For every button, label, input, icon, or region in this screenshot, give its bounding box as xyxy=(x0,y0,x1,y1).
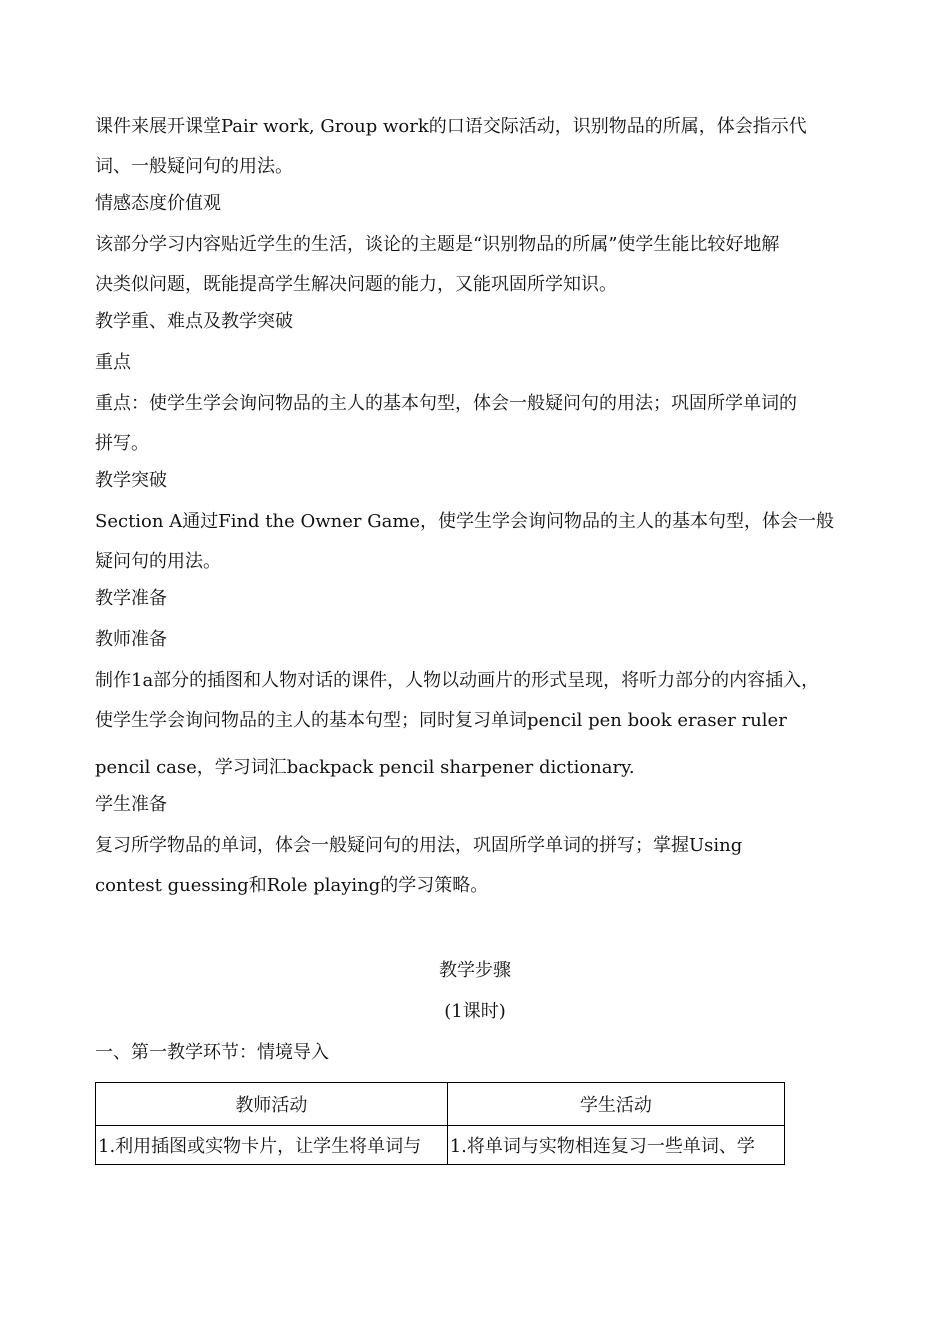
paragraph-line: 复习所学物品的单词，体会一般疑问句的用法，巩固所学单词的拼写；掌握Using xyxy=(95,835,743,856)
steps-subtitle: (1课时) xyxy=(444,1001,506,1022)
paragraph-line: 决类似问题，既能提高学生解决问题的能力，又能巩固所学知识。 xyxy=(95,274,617,295)
paragraph-line: 制作1a部分的插图和人物对话的课件，人物以动画片的形式呈现，将听力部分的内容插入， xyxy=(95,670,820,691)
section-heading: 重点 xyxy=(95,352,131,373)
paragraph-line: contest guessing和Role playing的学习策略。 xyxy=(95,875,489,896)
table-header-student: 学生活动 xyxy=(447,1083,784,1126)
paragraph-line: 疑问句的用法。 xyxy=(95,551,221,572)
section-one-heading: 一、第一教学环节：情境导入 xyxy=(95,1042,329,1063)
table-cell-student: 1.将单词与实物相连复习一些单词、学 xyxy=(447,1126,784,1165)
table-header-row xyxy=(96,1083,785,1126)
spacer xyxy=(95,908,865,956)
table-cell-teacher: 1.利用插图或实物卡片，让学生将单词与 xyxy=(96,1126,448,1165)
section-heading: 情感态度价值观 xyxy=(95,193,221,214)
table-row xyxy=(96,1126,785,1165)
section-heading: 教学准备 xyxy=(95,588,167,609)
steps-table xyxy=(95,1082,785,1165)
section-heading: 学生准备 xyxy=(95,794,167,815)
paragraph-line: 词、一般疑问句的用法。 xyxy=(95,156,293,177)
paragraph-line: Section A通过Find the Owner Game，使学生学会询问物品的主人的基本句型，体会一般 xyxy=(95,511,835,532)
paragraph-line: 课件来展开课堂Pair work, Group work的口语交际活动，识别物品的所属，体会指示代 xyxy=(95,116,807,137)
section-heading: 教学重、难点及教学突破 xyxy=(95,311,293,332)
document-page xyxy=(95,112,865,1165)
paragraph-line: 拼写。 xyxy=(95,433,149,454)
paragraph-line: pencil case，学习词汇backpack pencil sharpener dictionary. xyxy=(95,757,635,778)
steps-title: 教学步骤 xyxy=(439,960,511,981)
section-heading: 教学突破 xyxy=(95,470,167,491)
paragraph-line: 使学生学会询问物品的主人的基本句型；同时复习单词pencil pen book eraser ruler xyxy=(95,710,787,731)
paragraph-line: 重点：使学生学会询问物品的主人的基本句型，体会一般疑问句的用法；巩固所学单词的 xyxy=(95,393,797,414)
table-header-teacher: 教师活动 xyxy=(96,1083,448,1126)
section-heading: 教师准备 xyxy=(95,629,167,650)
paragraph-line: 该部分学习内容贴近学生的生活，谈论的主题是“识别物品的所属”使学生能比较好地解 xyxy=(95,234,780,255)
